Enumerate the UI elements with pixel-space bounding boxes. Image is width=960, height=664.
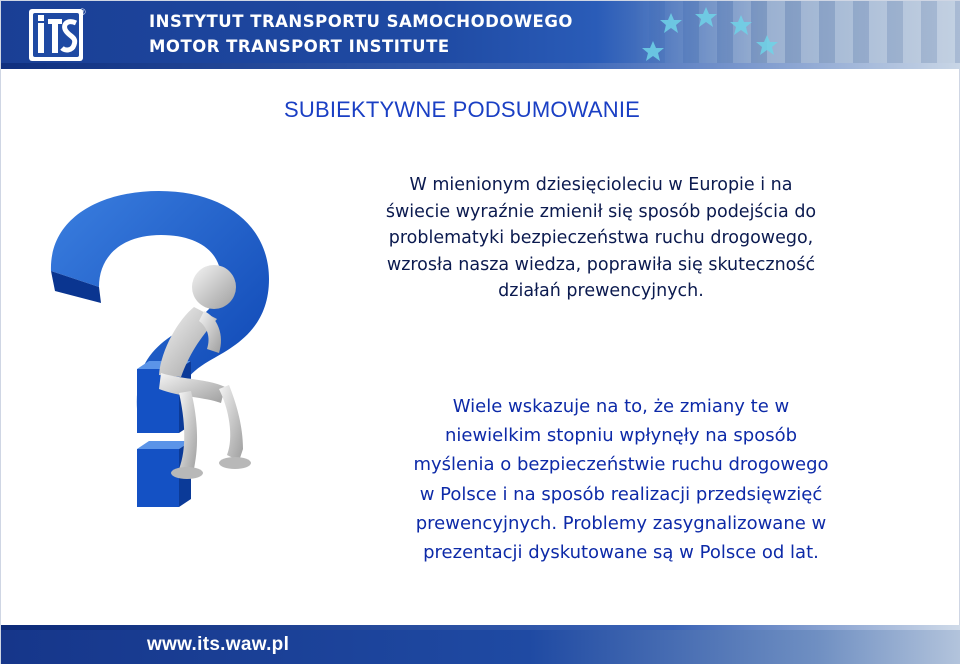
institute-name-polish: INSTYTUT TRANSPORTU SAMOCHODOWEGO [149,12,573,31]
paragraph-1-line: problematyki bezpieczeństwa ruchu drogowego, [388,228,814,248]
paragraph-1-line: wzrosła nasza wiedza, poprawiła się skuteczność [386,254,816,275]
header-banner [1,1,960,69]
footer-banner [1,625,960,664]
paragraph-2-line: niewielkim stopniu wpłynęły na sposób [444,425,798,447]
website-link[interactable]: www.its.waw.pl [147,634,290,655]
paragraph-2-line: Wiele wskazuje na to, że zmiany te w [452,396,790,417]
logo-text: ITS [53,56,59,60]
its-logo-icon [29,9,83,61]
header-stripe [1,63,960,69]
institute-name-english: MOTOR TRANSPORT INSTITUTE [149,37,450,56]
paragraph-2-line: myślenia o bezpieczeństwie ruchu drogowego [413,454,829,476]
paragraph-1-line: świecie wyraźnie zmienił się sposób podejścia do [385,201,817,222]
paragraph-1 [321,172,881,305]
question-mark-figure-icon [29,179,329,559]
paragraph-2-line: prezentacji dyskutowane są w Polsce od lat. [423,542,819,564]
star-icon [591,5,821,65]
footer-stripe [1,625,960,630]
paragraph-2 [341,392,901,567]
paragraph-2-line: prewencyjnych. Problemy zasygnalizowane w [415,512,827,534]
paragraph-1-line: działań prewencyjnych. [498,281,704,301]
registered-mark: ® [79,7,86,17]
paragraph-2-line: w Polsce i na sposób realizacji przedsięwzięć [419,483,823,505]
slide-heading: SUBIEKTYWNE PODSUMOWANIE [284,97,641,122]
paragraph-1-line: W mienionym dziesięcioleciu w Europie i na [409,175,793,195]
